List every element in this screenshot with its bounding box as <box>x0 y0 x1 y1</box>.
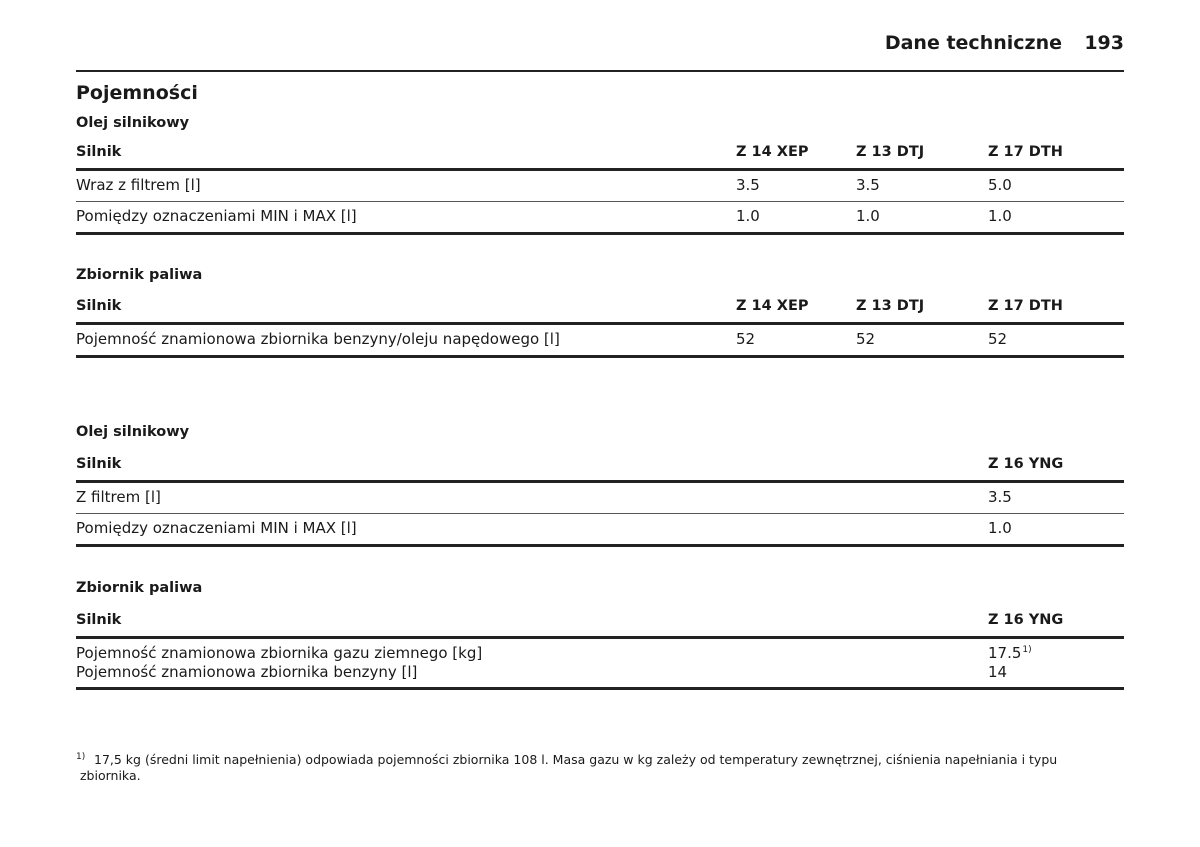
footnote-marker: 1) <box>76 752 86 762</box>
header-cell: Z 13 DTJ <box>856 144 925 160</box>
row-label: Pomiędzy oznaczeniami MIN i MAX [l] <box>76 207 357 225</box>
table-row <box>76 639 1124 690</box>
page-number: 193 <box>1084 32 1124 54</box>
value-text: 17.5 <box>988 644 1022 662</box>
fuel-table-2 <box>76 610 1124 690</box>
page-header <box>76 30 1124 72</box>
header-cell: Z 16 YNG <box>988 456 1064 472</box>
header-cell: Z 14 XEP <box>736 144 809 160</box>
row-value: 52 <box>856 330 876 348</box>
oil-table-2 <box>76 454 1124 547</box>
row-value: 3.5 <box>988 488 1012 506</box>
header-cell: Silnik <box>76 144 122 160</box>
section-title-fuel-2: Zbiornik paliwa <box>76 580 203 596</box>
row-value: 1.0 <box>856 207 880 225</box>
header-title: Dane techniczne <box>884 32 1062 54</box>
table-row <box>76 171 1124 202</box>
fuel-table-1 <box>76 296 1124 358</box>
row-value: 3.5 <box>736 176 760 194</box>
row-label: Pojemność znamionowa zbiornika benzyny/oleju napędowego [l] <box>76 330 560 348</box>
oil-table-1 <box>76 142 1124 235</box>
footnote-line-1: 17,5 kg (średni limit napełnienia) odpowiada pojemności zbiornika 108 l. Masa gazu w kg zależy od temperatury zewnętrznej, ciśnienia napełniania i typu <box>94 752 1058 767</box>
table-header-row <box>76 142 1124 171</box>
row-value: 3.5 <box>856 176 880 194</box>
table-header-row <box>76 296 1124 325</box>
header-cell: Z 16 YNG <box>988 612 1064 628</box>
table-row <box>76 202 1124 235</box>
header-cell: Silnik <box>76 298 122 314</box>
row-label: Pojemność znamionowa zbiornika benzyny [l] <box>76 663 418 681</box>
row-label: Wraz z filtrem [l] <box>76 176 201 194</box>
table-header-row <box>76 454 1124 483</box>
header-cell: Z 17 DTH <box>988 144 1063 160</box>
footnote-ref: 1) <box>1022 645 1032 655</box>
section-title-oil-1: Olej silnikowy <box>76 115 190 131</box>
row-value: 1.0 <box>736 207 760 225</box>
header-cell: Z 13 DTJ <box>856 298 925 314</box>
page-heading: Pojemności <box>76 82 198 104</box>
row-label: Pomiędzy oznaczeniami MIN i MAX [l] <box>76 519 357 537</box>
table-row <box>76 325 1124 358</box>
row-value: 1.0 <box>988 519 1012 537</box>
header-cell: Z 14 XEP <box>736 298 809 314</box>
footnote <box>76 752 1086 784</box>
row-value: 5.0 <box>988 176 1012 194</box>
row-value: 52 <box>736 330 756 348</box>
row-value: 1.0 <box>988 207 1012 225</box>
footnote-line-2: zbiornika. <box>80 768 141 783</box>
header-cell: Silnik <box>76 612 122 628</box>
table-row <box>76 483 1124 514</box>
header-cell: Z 17 DTH <box>988 298 1063 314</box>
section-title-oil-2: Olej silnikowy <box>76 424 190 440</box>
row-label: Pojemność znamionowa zbiornika gazu ziemnego [kg] <box>76 644 483 662</box>
row-value: 14 <box>988 663 1008 681</box>
row-value: 52 <box>988 330 1008 348</box>
row-label: Z filtrem [l] <box>76 488 161 506</box>
table-row <box>76 514 1124 547</box>
row-value <box>988 644 1032 662</box>
footnote-text <box>80 752 1086 784</box>
table-header-row <box>76 610 1124 639</box>
header-cell: Silnik <box>76 456 122 472</box>
section-title-fuel-1: Zbiornik paliwa <box>76 267 203 283</box>
